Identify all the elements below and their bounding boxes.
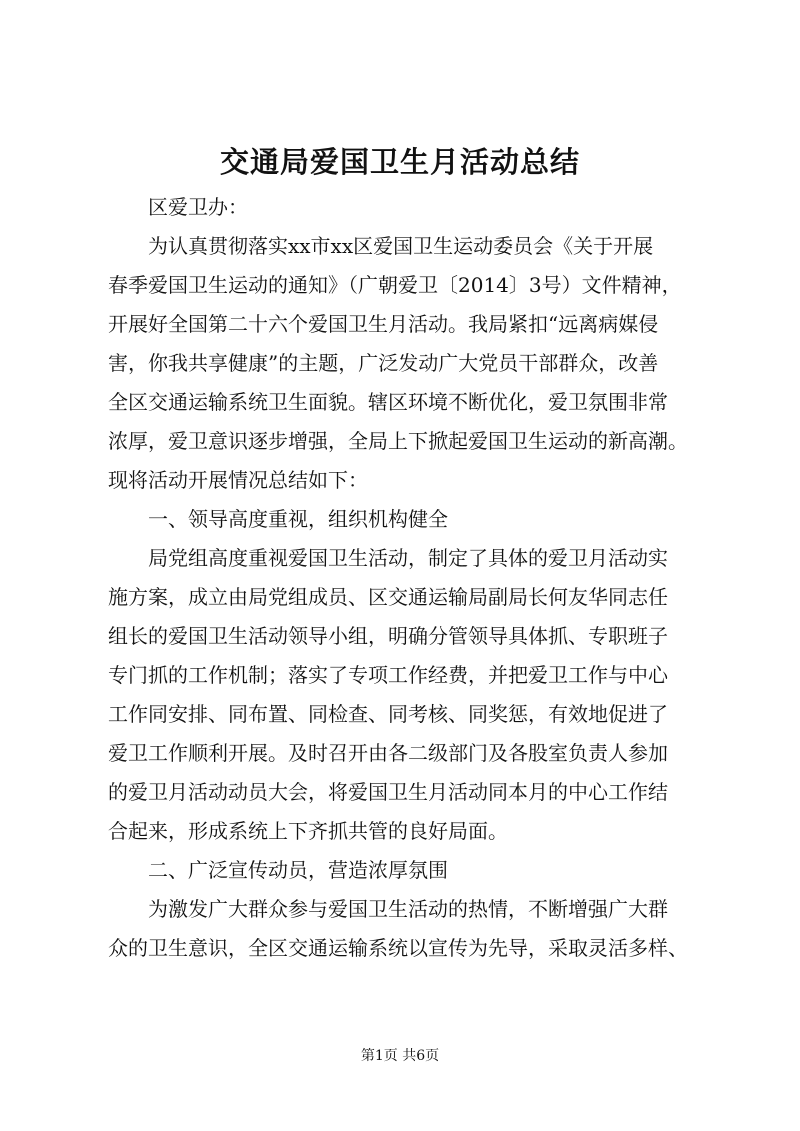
paragraph-line: 的爱卫月活动动员大会，将爱国卫生月活动同本月的中心工作结 — [108, 780, 668, 804]
paragraph-line: 浓厚，爱卫意识逐步增强，全局上下掀起爱国卫生运动的新高潮。 — [108, 429, 688, 453]
paragraph-line: 合起来，形成系统上下齐抓共管的良好局面。 — [108, 819, 508, 843]
paragraph-line: 施方案，成立由局党组成员、区交通运输局副局长何友华同志任 — [108, 585, 668, 609]
paragraph-line: 现将活动开展情况总结如下： — [108, 468, 368, 492]
paragraph-line: 春季爱国卫生运动的通知》（广朝爱卫〔2014〕3号）文件精神， — [108, 273, 682, 297]
paragraph-line: 局党组高度重视爱国卫生活动，制定了具体的爱卫月活动实 — [148, 546, 668, 570]
page-footer: 第1页 共6页 — [360, 1048, 440, 1064]
paragraph-line: 全区交通运输系统卫生面貌。辖区环境不断优化，爱卫氛围非常 — [108, 390, 668, 414]
section-heading: 一、领导高度重视，组织机构健全 — [148, 507, 448, 531]
salutation-line: 区爱卫办： — [148, 195, 248, 219]
document-body — [108, 188, 708, 968]
paragraph-line: 组长的爱国卫生活动领导小组，明确分管领导具体抓、专职班子 — [108, 624, 668, 648]
document-title: 交通局爱国卫生月活动总结 — [219, 145, 580, 179]
paragraph-line: 专门抓的工作机制；落实了专项工作经费，并把爱卫工作与中心 — [108, 663, 668, 687]
paragraph-line: 害，你我共享健康”的主题，广泛发动广大党员干部群众，改善 — [108, 351, 659, 375]
paragraph-line: 开展好全国第二十六个爱国卫生月活动。我局紧扣“远离病媒侵 — [108, 312, 659, 336]
section-heading: 二、广泛宣传动员，营造浓厚氛围 — [148, 858, 448, 882]
paragraph-line: 为认真贯彻落实xx市xx区爱国卫生运动委员会《关于开展 — [148, 234, 654, 258]
paragraph-line: 爱卫工作顺利开展。及时召开由各二级部门及各股室负责人参加 — [108, 741, 668, 765]
paragraph-line: 工作同安排、同布置、同检查、同考核、同奖惩，有效地促进了 — [108, 702, 668, 726]
paragraph-line: 为激发广大群众参与爱国卫生活动的热情，不断增强广大群 — [148, 897, 668, 921]
paragraph-line: 众的卫生意识，全区交通运输系统以宣传为先导，采取灵活多样、 — [108, 936, 688, 960]
